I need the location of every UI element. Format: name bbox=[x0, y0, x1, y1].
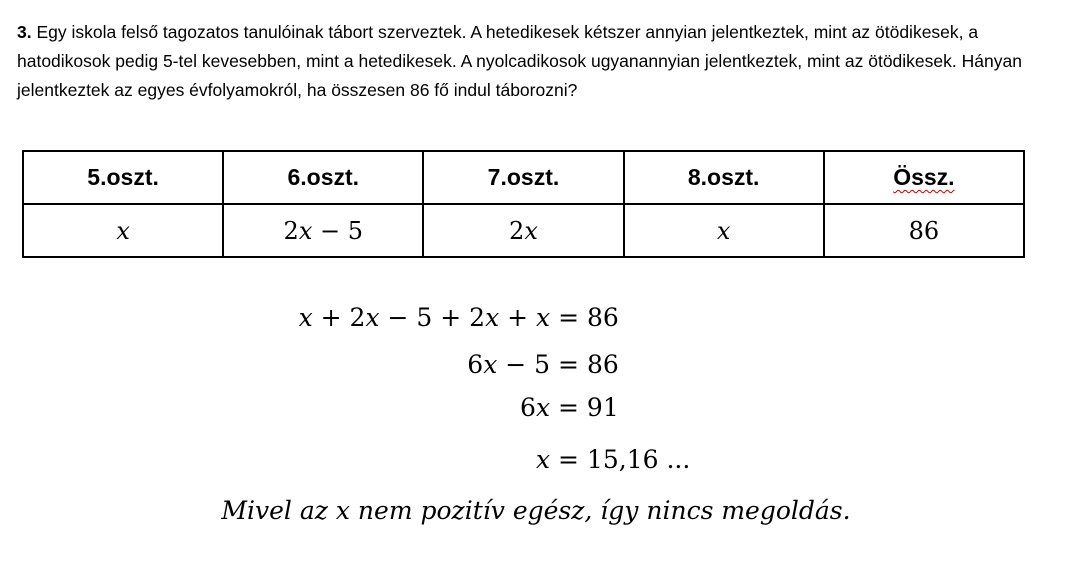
value-grade-6-expr: 2x − 5 bbox=[283, 216, 364, 245]
value-total: 86 bbox=[824, 204, 1024, 257]
header-grade-6: 6.oszt. bbox=[223, 151, 423, 204]
value-grade-6 bbox=[223, 204, 423, 257]
value-grade-7 bbox=[423, 204, 623, 257]
value-grade-7-expr: 2x bbox=[509, 216, 538, 245]
equation-1-text: x + 2x − 5 + 2x + x = 86 bbox=[298, 303, 619, 332]
table-value-row bbox=[23, 204, 1024, 257]
problem-statement bbox=[17, 18, 1062, 105]
conclusion-text: Mivel az x nem pozitív egész, így nincs megoldás. bbox=[221, 496, 851, 525]
header-grade-5: 5.oszt. bbox=[23, 151, 223, 204]
table-header-row bbox=[23, 151, 1024, 204]
equation-2-text: 6x − 5 = 86 bbox=[467, 350, 619, 379]
equation-4-text: x = 15,16 ... bbox=[535, 445, 691, 474]
problem-text: Egy iskola felső tagozatos tanulóinak tábort szerveztek. A hetedikesek kétszer annyian jelentkeztek, mint az ötödikesek, a hatodikosok pedig 5-tel kevesebben, mint a hetedikesek. A nyolcadikosok ugyanannyian jelentkeztek, mint az ötödikesek. Hányan jelentkeztek az egyes évfolyamokról, ha összesen 86 fő indul táborozni? bbox=[17, 22, 1022, 100]
problem-number: 3. bbox=[17, 22, 32, 42]
header-total bbox=[824, 151, 1024, 204]
grade-table bbox=[22, 150, 1025, 258]
header-grade-7: 7.oszt. bbox=[423, 151, 623, 204]
value-grade-8: x bbox=[624, 204, 824, 257]
value-grade-5: x bbox=[23, 204, 223, 257]
equation-3-text: 6x = 91 bbox=[520, 393, 619, 422]
header-total-label: Össz. bbox=[893, 164, 955, 190]
header-grade-8: 8.oszt. bbox=[624, 151, 824, 204]
